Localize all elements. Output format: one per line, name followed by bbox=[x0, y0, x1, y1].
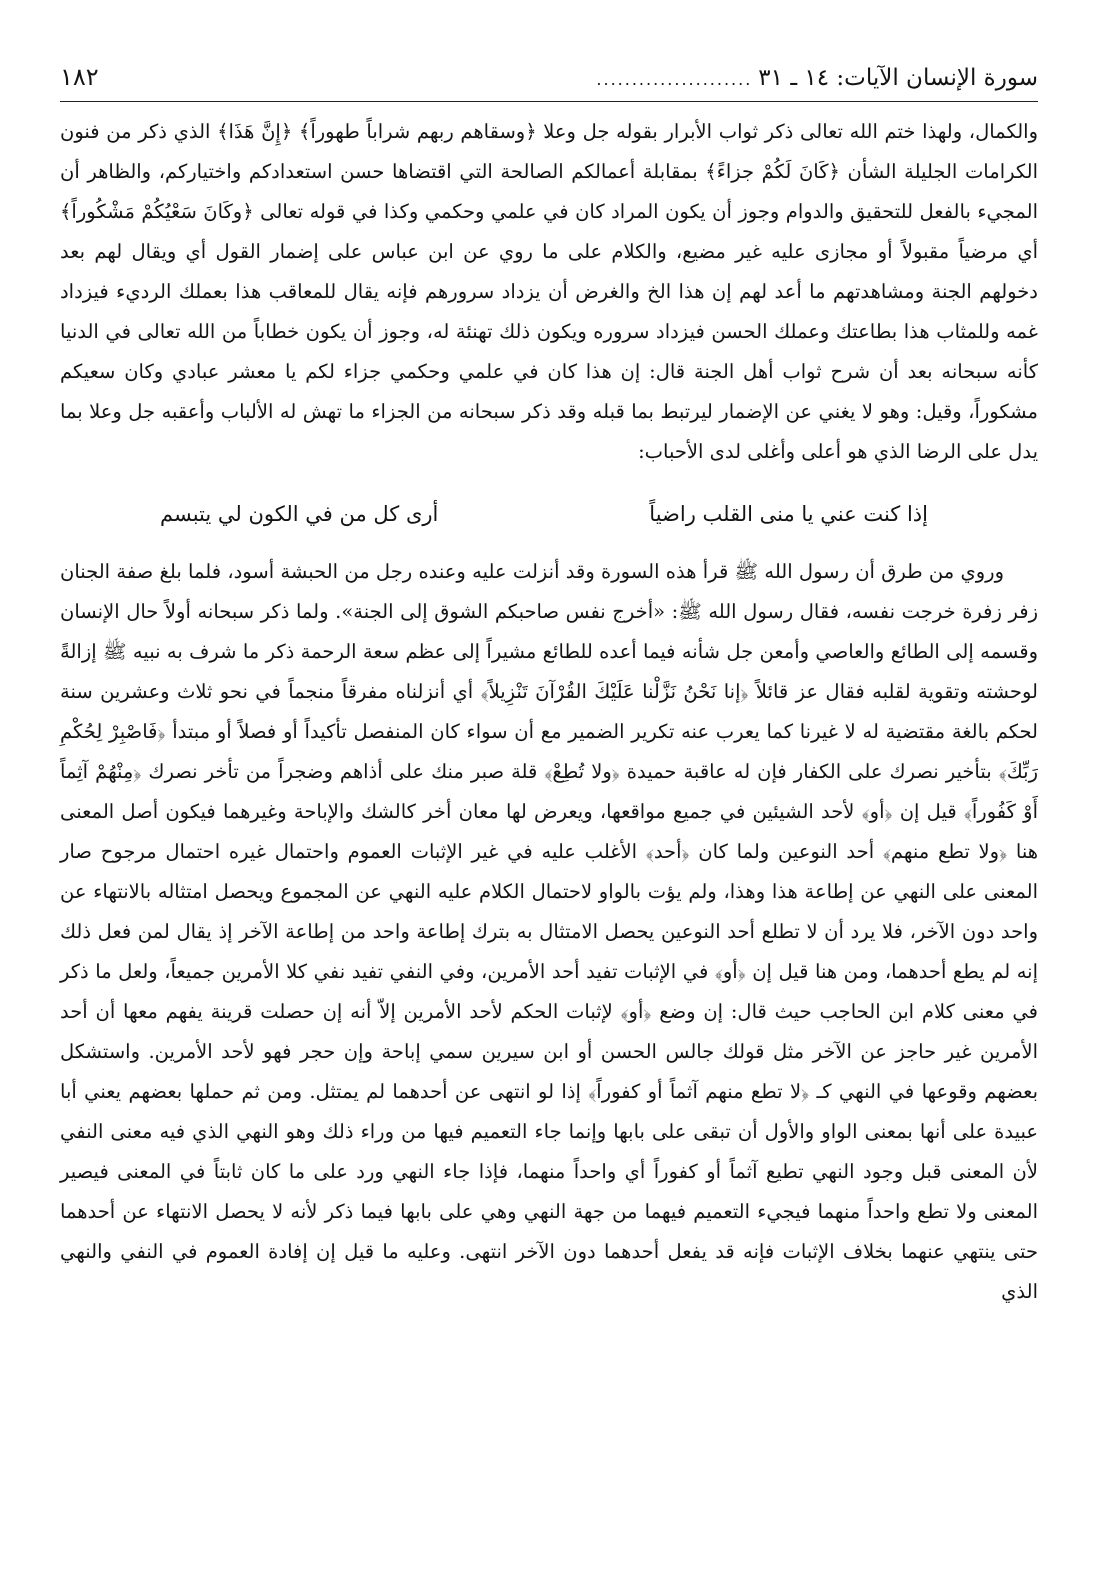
page-number: ١٨٢ bbox=[60, 63, 99, 91]
leader-dots: ...................... bbox=[596, 70, 753, 89]
verse-hemistich-first: إذا كنت عني يا منى القلب راضياً bbox=[649, 502, 928, 526]
body-paragraph-1: والكمال، ولهذا ختم الله تعالى ذكر ثواب الأبرار بقوله جل وعلا ﴿وسقاهم ربهم شراباً طهوراً﴾ ﴿إِنَّ هَذَا﴾ الذي ذكر من فنون الكرامات الجليلة الشأن ﴿كَانَ لَكُمْ جزاءً﴾ بمقابلة أعمالكم الصالحة التي اقتضاها حسن استعدادكم واختياركم، والظاهر أن المجيء بالفعل للتحقيق والدوام وجوز أن يكون المراد كان في علمي وحكمي وكذا في قوله تعالى ﴿وكَانَ سَعْيُكُمْ مَشْكُوراً﴾ أي مرضياً مقبولاً أو مجازى عليه غير مضيع، والكلام على ما روي عن ابن عباس على إضمار القول أي ويقال لهم بعد دخولهم الجنة ومشاهدتهم ما أعد لهم إن هذا الخ والغرض أن يزداد سرورهم فإنه يقال للمعاقب هذا بعملك الرديء فيزداد غمه وللمثاب هذا بطاعتك وعملك الحسن فيزداد سروره ويكون ذلك تهنئة له، وجوز أن يكون خطاباً من الله تعالى في الدنيا كأنه سبحانه بعد أن شرح ثواب أهل الجنة قال: إن هذا كان في علمي وحكمي جزاء لكم يا معشر عبادي وكان سعيكم مشكوراً، وقيل: وهو لا يغني عن الإضمار ليرتبط بما قبله وقد ذكر سبحانه من الجزاء ما تهش له الألباب وأعقبه جل وعلا بما يدل على الرضا الذي هو أعلى وأغلى لدى الأحباب: bbox=[60, 120, 1038, 463]
running-title-group bbox=[596, 63, 1038, 95]
running-title: سورة الإنسان الآيات: ١٤ ـ ٣١ bbox=[758, 65, 1038, 91]
verse-hemistich-second: أرى كل من في الكون لي يتبسم bbox=[160, 502, 439, 526]
running-header bbox=[60, 62, 1038, 102]
body-paragraph-2: وروي من طرق أن رسول الله ﷺ قرأ هذه السورة وقد أنزلت عليه وعنده رجل من الحبشة أسود، فلما بلغ صفة الجنان زفر زفرة خرجت نفسه، فقال رسول الله ﷺ: «أخرج نفس صاحبكم الشوق إلى الجنة». ولما ذكر سبحانه أولاً حال الإنسان وقسمه إلى الطائع والعاصي وأمعن جل شأنه فيما أعده للطائع مشيراً إلى عظم سعة الرحمة ذكر ما شرف به نبيه ﷺ إزالةً لوحشته وتقوية لقلبه فقال عز قائلاً ﴿إنا نَحْنُ نَزَّلْنا عَلَيْكَ القُرْآنَ تَنْزِيلاً﴾ أي أنزلناه مفرقاً منجماً في نحو ثلاث وعشرين سنة لحكم بالغة مقتضية له لا غيرنا كما يعرب عنه تكرير الضمير مع أن سواء كان المنفصل تأكيداً أو فصلاً أو مبتدأ ﴿فَاصْبِرْ لِحُكْمِ رَبِّكَ﴾ بتأخير نصرك على الكفار فإن له عاقبة حميدة ﴿ولا تُطِعْ﴾ قلة صبر منك على أذاهم وضجراً من تأخر نصرك ﴿مِنْهُمْ آثِماً أَوْ كَفُوراً﴾ قيل إن ﴿أو﴾ لأحد الشيئين في جميع مواقعها، ويعرض لها معان أخر كالشك والإباحة وغيرهما فيكون أصل المعنى هنا ﴿ولا تطع منهم﴾ أحد النوعين ولما كان ﴿أحد﴾ الأغلب عليه في غير الإثبات العموم واحتمال غيره احتمال مرجوح صار المعنى على النهي عن إطاعة هذا وهذا، ولم يؤت بالواو لاحتمال الكلام عليه النهي عن المجموع ويحصل امتثاله بالانتهاء عن واحد دون الآخر، فلا يرد أن لا تطلع أحد النوعين يحصل الامتثال به بترك إطاعة واحد من إطاعة الآخر إذ يقال لمن فعل ذلك إنه لم يطع أحدهما، ومن هنا قيل إن ﴿أو﴾ في الإثبات تفيد أحد الأمرين، وفي النفي تفيد نفي كلا الأمرين جميعاً، ولعل ما ذكر في معنى كلام ابن الحاجب حيث قال: إن وضع ﴿أو﴾ لإثبات الحكم لأحد الأمرين إلاّ أنه إن حصلت قرينة يفهم معها أن أحد الأمرين غير حاجز عن الآخر مثل قولك جالس الحسن أو ابن سيرين سمي إباحة وإن حجر فهو لأحد الأمرين. واستشكل بعضهم وقوعها في النهي كـ ﴿لا تطع منهم آثماً أو كفوراً﴾ إذا لو انتهى عن أحدهما لم يمتثل. ومن ثم حملها بعضهم يعني أبا عبيدة على أنها بمعنى الواو والأول أن تبقى على بابها وإنما جاء التعميم فيها من وراء ذلك وهو النهي الذي فيه معنى النفي لأن المعنى قبل وجود النهي تطيع آثماً أو كفوراً أي واحداً منهما، فإذا جاء النهي ورد على ما كان ثابتاً في المعنى فيصير المعنى ولا تطع واحداً منهما فيجيء التعميم فيهما من جهة النهي وهي على بابها فيما ذكر لأنه لا يحصل الانتهاء عن أحدهما حتى ينتهي عنهما بخلاف الإثبات فإنه قد يفعل أحدهما دون الآخر انتهى. وعليه ما قيل إن إفادة العموم في النفي والنهي الذي bbox=[60, 560, 1038, 1303]
poetry-verse bbox=[60, 472, 1038, 552]
